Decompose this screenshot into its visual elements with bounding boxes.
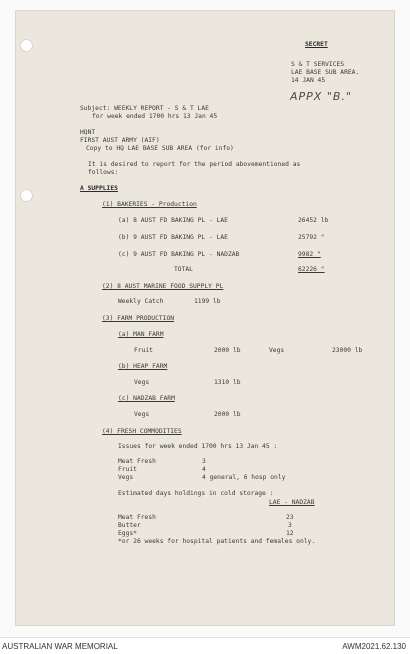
farm-production-heading: (3) FARM PRODUCTION xyxy=(102,315,175,322)
farm-a-fruit-label: Fruit xyxy=(134,347,153,354)
from-line: LAE BASE SUB AREA. xyxy=(291,69,360,76)
bakery-row-label: (a) 8 AUST FD BAKING PL - LAE xyxy=(118,217,228,224)
addressee-line: HQNT xyxy=(80,129,96,136)
punch-hole xyxy=(20,39,33,52)
holding-value: 23 xyxy=(286,514,294,521)
farm-a-vegs-label: Vegs xyxy=(269,347,285,354)
bakery-row-value: 25792 " xyxy=(298,234,325,241)
bakery-row-label: (c) 9 AUST FD BAKING PL - NADZAB xyxy=(118,251,240,258)
farm-c-heading: (c) NADZAB FARM xyxy=(118,395,175,402)
institution-credit: AUSTRALIAN WAR MEMORIAL xyxy=(2,642,118,651)
issue-value: 4 general, 6 hosp only xyxy=(202,474,286,481)
classification-mark: SECRET xyxy=(305,41,328,48)
bakery-row-label: (b) 9 AUST FD BAKING PL - LAE xyxy=(118,234,228,241)
issues-line: Issues for week ended 1700 hrs 13 Jan 45 : xyxy=(118,443,278,450)
intro-line: follows: xyxy=(88,169,119,176)
copy-to-line: Copy to HQ LAE BASE SUB AREA (for info) xyxy=(86,145,234,152)
accession-number: AWM2021.62.130 xyxy=(342,642,406,651)
holding-value: 3 xyxy=(288,522,292,529)
intro-line: It is desired to report for the period abovementioned as xyxy=(88,161,301,168)
subject-line: Subject: WEEKLY REPORT - S & T LAE xyxy=(80,105,209,112)
date-line: 14 JAN 45 xyxy=(291,77,326,84)
farm-b-vegs-value: 1310 lb xyxy=(214,379,241,386)
weekly-catch-value: 1199 lb xyxy=(194,298,221,305)
holding-label: Meat Fresh xyxy=(118,514,156,521)
issue-label: Vegs xyxy=(118,474,134,481)
issue-value: 4 xyxy=(202,466,206,473)
marine-food-heading: (2) 8 AUST MARINE FOOD SUPPLY PL xyxy=(102,283,224,290)
farm-c-vegs-label: Vegs xyxy=(134,411,150,418)
holdings-line: Estimated days holdings in cold storage : xyxy=(118,490,274,497)
from-line: S & T SERVICES xyxy=(291,61,345,68)
subject-subline: for week ended 1700 hrs 13 Jan 45 xyxy=(92,113,218,120)
bakery-total-label: TOTAL xyxy=(174,266,193,273)
farm-a-fruit-value: 2000 lb xyxy=(214,347,241,354)
weekly-catch-label: Weekly Catch xyxy=(118,298,164,305)
attribution-footer xyxy=(0,637,410,654)
holding-value: 12 xyxy=(286,530,294,537)
farm-b-vegs-label: Vegs xyxy=(134,379,150,386)
farm-b-heading: (b) HEAP FARM xyxy=(118,363,168,370)
bakery-row-value: 9982 " xyxy=(298,251,321,258)
bakeries-heading: (1) BAKERIES - Production xyxy=(102,201,197,208)
farm-a-vegs-value: 23000 lb xyxy=(332,347,363,354)
addressee-line: FIRST AUST ARMY (AIF) xyxy=(80,137,160,144)
handwritten-annotation: APPX "B." xyxy=(290,90,352,103)
farm-a-heading: (a) MAN FARM xyxy=(118,331,164,338)
fresh-commodities-heading: (4) FRESH COMMODITIES xyxy=(102,428,182,435)
holding-label: Butter xyxy=(118,522,141,529)
bakery-total-value: 62226 " xyxy=(298,266,325,273)
farm-c-vegs-value: 2000 lb xyxy=(214,411,241,418)
document-page xyxy=(16,11,394,625)
punch-hole xyxy=(20,189,33,202)
section-a-heading: A SUPPLIES xyxy=(80,185,118,192)
bakery-row-value: 26452 lb xyxy=(298,217,329,224)
issue-label: Meat Fresh xyxy=(118,458,156,465)
issue-value: 3 xyxy=(202,458,206,465)
holdings-location: LAE - NADZAB xyxy=(269,499,315,506)
footnote: *or 26 weeks for hospital patients and females only. xyxy=(118,538,316,545)
holding-label: Eggs* xyxy=(118,530,137,537)
issue-label: Fruit xyxy=(118,466,137,473)
